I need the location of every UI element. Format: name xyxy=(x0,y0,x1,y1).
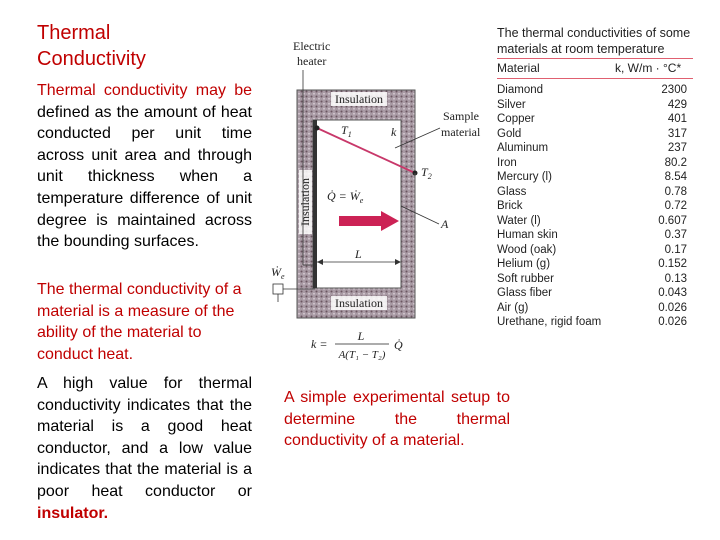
conductivity-value: 401 xyxy=(667,113,687,125)
table-header-rule xyxy=(497,78,693,79)
measure-paragraph: The thermal conductivity of a material is a measure of the ability of the material to conduct heat. xyxy=(37,281,242,363)
conductivity-value: 0.17 xyxy=(664,243,687,256)
material-name: Iron xyxy=(497,156,517,169)
material-name: Air (g) xyxy=(497,301,529,314)
column-header-material: Material xyxy=(497,61,540,75)
formula-numerator: L xyxy=(357,329,365,343)
table-row xyxy=(497,244,693,259)
material-name: Copper xyxy=(497,113,535,125)
table-row xyxy=(497,229,693,244)
material-name: Helium (g) xyxy=(497,258,551,270)
conductivity-value: 237 xyxy=(667,142,687,154)
table-row xyxy=(497,302,693,317)
definition-paragraph xyxy=(37,80,252,253)
table-row xyxy=(497,99,693,114)
material-name: Brick xyxy=(497,200,523,212)
material-name: Diamond xyxy=(497,84,544,96)
conductivity-value: 0.37 xyxy=(664,229,687,241)
t1-label: $T_1$ xyxy=(341,123,352,139)
conductivity-value: 0.152 xyxy=(658,258,687,270)
page-title: Thermal Conductivity xyxy=(37,22,146,70)
heater-plate xyxy=(313,120,317,288)
table-row xyxy=(497,200,693,215)
conductivity-value: 80.2 xyxy=(664,156,687,169)
material-name: Gold xyxy=(497,127,522,140)
material-name: Glass fiber xyxy=(497,287,552,299)
k-label: k xyxy=(391,125,397,139)
electric-heater-label-1: Electric xyxy=(293,40,331,53)
sample-label-2: material xyxy=(441,125,481,139)
table-row xyxy=(497,316,693,331)
table-heading: The thermal conductivities of some materials at room temperature xyxy=(497,26,691,56)
table-row xyxy=(497,84,693,99)
conductivity-value: 2300 xyxy=(661,84,687,96)
material-name: Water (l) xyxy=(497,214,541,227)
definition-highlight: Thermal conductivity may be xyxy=(37,82,252,99)
power-input-label: Ẇ$_e$ xyxy=(271,265,285,281)
sample-label-1: Sample xyxy=(443,109,479,123)
power-plug-icon xyxy=(273,284,283,294)
definition-text: defined as the amount of heat conducted per unit time across unit area and through unit thickness when a temperature difference of unit degree is maintained across the bounding surfaces. xyxy=(37,103,252,251)
insulator-word: insulator. xyxy=(37,504,109,522)
material-name: Urethane, rigid foam xyxy=(497,316,602,328)
material-name: Mercury (l) xyxy=(497,171,552,183)
material-name: Human skin xyxy=(497,229,558,241)
table-row xyxy=(497,157,693,172)
table-row xyxy=(497,287,693,302)
table-row xyxy=(497,273,693,288)
conductivity-value: 8.54 xyxy=(664,171,687,183)
material-name: Wood (oak) xyxy=(497,243,557,256)
insulation-bottom-label: Insulation xyxy=(335,296,383,310)
conductivity-value: 0.026 xyxy=(658,316,687,328)
table-row xyxy=(497,113,693,128)
table-top-rule xyxy=(497,58,693,59)
table-row xyxy=(497,215,693,230)
conductivity-value: 0.13 xyxy=(664,272,687,285)
conductivity-value: 0.607 xyxy=(658,214,687,227)
diagram-caption: A simple experimental setup to determine the thermal conductivity of a material. xyxy=(284,389,510,450)
table-row xyxy=(497,186,693,201)
material-name: Glass xyxy=(497,185,527,198)
conductivity-value: 0.78 xyxy=(664,185,687,198)
conductivity-value: 429 xyxy=(667,98,687,111)
sample-region xyxy=(313,120,401,288)
formula-k: k = xyxy=(311,337,328,351)
conductivity-value: 317 xyxy=(667,127,687,140)
formula-q: Q̇ xyxy=(394,338,403,352)
material-name: Soft rubber xyxy=(497,272,554,285)
conductivity-table xyxy=(497,84,693,331)
heat-flow-arrow-shaft xyxy=(339,216,381,226)
thickness-label: L xyxy=(355,247,362,261)
electric-heater-label-2: heater xyxy=(297,54,327,68)
conductor-paragraph xyxy=(37,373,252,524)
table-row xyxy=(497,142,693,157)
formula-denominator: A(T₁ − T₂) xyxy=(338,349,386,361)
table-row xyxy=(497,258,693,273)
conductivity-value: 0.043 xyxy=(658,287,687,299)
t2-label: $T_2$ xyxy=(421,165,432,181)
conductor-text: A high value for thermal conductivity indicates that the material is a good heat conductor, and a low value indicates that the material is a poor heat conductor or xyxy=(37,375,252,500)
conductivity-value: 0.72 xyxy=(664,200,687,212)
material-name: Aluminum xyxy=(497,142,549,154)
column-header-k: k, W/m · °C* xyxy=(615,61,682,75)
material-name: Silver xyxy=(497,98,526,111)
conductivity-value: 0.026 xyxy=(658,301,687,314)
table-row xyxy=(497,128,693,143)
q-equals-we-label: Q̇ = Ẇ$_e$ xyxy=(327,189,364,205)
area-label: A xyxy=(441,217,449,231)
insulation-top-label: Insulation xyxy=(335,92,383,106)
insulation-side-label: Insulation xyxy=(298,178,312,226)
table-row xyxy=(497,171,693,186)
experimental-setup-diagram xyxy=(265,40,495,370)
